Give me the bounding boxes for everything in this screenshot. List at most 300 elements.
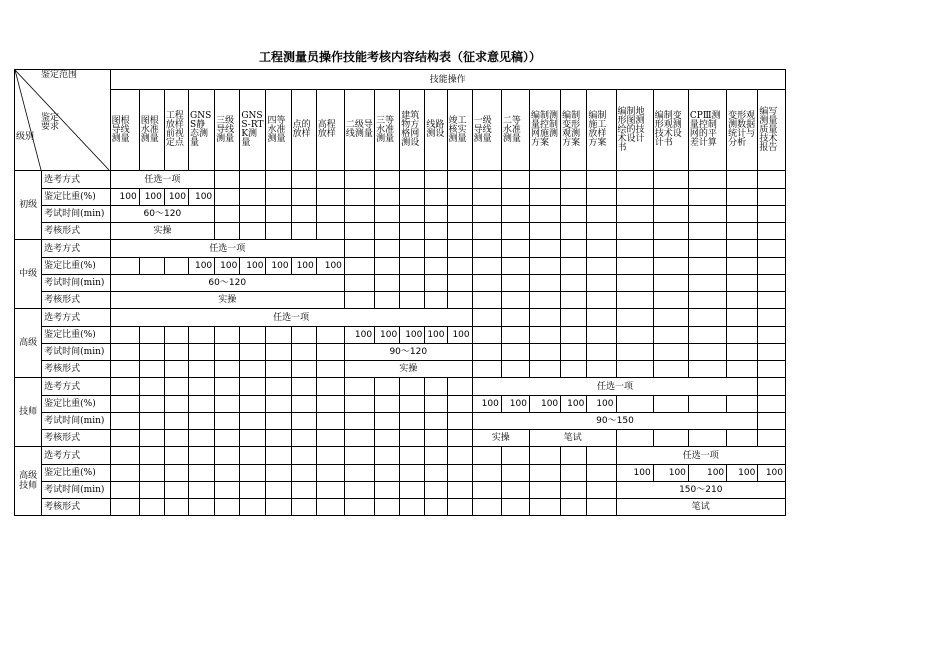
empty-cell [501, 189, 529, 206]
empty-cell [501, 309, 529, 327]
empty-cell [266, 447, 291, 465]
empty-cell [688, 240, 726, 258]
empty-cell [316, 396, 344, 413]
empty-cell [501, 327, 529, 344]
empty-cell [291, 499, 316, 516]
empty-cell [189, 396, 215, 413]
empty-cell [164, 361, 188, 378]
empty-cell [425, 258, 447, 275]
exam-method-cell: 任选一项 [110, 309, 472, 327]
empty-cell [291, 361, 316, 378]
empty-cell [189, 430, 215, 447]
row-label-method: 选考方式 [42, 378, 110, 396]
row-label-method: 选考方式 [42, 447, 110, 465]
weight-value-cell: 100 [375, 327, 400, 344]
empty-cell [472, 206, 501, 223]
exam-form-cell: 笔试 [529, 430, 616, 447]
empty-cell [189, 465, 215, 482]
empty-cell [189, 327, 215, 344]
empty-cell [587, 327, 616, 344]
empty-cell [653, 292, 688, 309]
empty-cell [164, 482, 188, 499]
empty-cell [139, 447, 164, 465]
empty-cell [653, 258, 688, 275]
empty-cell [189, 413, 215, 430]
empty-cell [240, 447, 266, 465]
empty-cell [110, 344, 139, 361]
column-header: 二级导线测量 [344, 90, 374, 171]
empty-cell [316, 344, 344, 361]
empty-cell [758, 240, 786, 258]
empty-cell [110, 327, 139, 344]
empty-cell [240, 361, 266, 378]
column-header: 变形观测数据统计与分析 [727, 90, 758, 171]
empty-cell [400, 430, 425, 447]
empty-cell [501, 344, 529, 361]
empty-cell [375, 396, 400, 413]
empty-cell [529, 309, 560, 327]
empty-cell [344, 171, 374, 189]
empty-cell [400, 482, 425, 499]
corner-header [15, 70, 111, 171]
empty-cell [472, 292, 501, 309]
empty-cell [472, 275, 501, 292]
empty-cell [688, 396, 726, 413]
column-header: 编制测量控制网施测方案 [529, 90, 560, 171]
empty-cell [587, 447, 616, 465]
empty-cell [189, 482, 215, 499]
empty-cell [529, 292, 560, 309]
empty-cell [616, 171, 653, 189]
row-label-weight: 鉴定比重(%) [42, 327, 110, 344]
empty-cell [291, 378, 316, 396]
empty-cell [316, 430, 344, 447]
empty-cell [110, 465, 139, 482]
empty-cell [425, 396, 447, 413]
empty-cell [561, 447, 587, 465]
empty-cell [139, 361, 164, 378]
empty-cell [472, 223, 501, 240]
exam-time-cell: 90～150 [472, 413, 758, 430]
weight-value-cell: 100 [727, 465, 758, 482]
empty-cell [472, 327, 501, 344]
empty-cell [139, 396, 164, 413]
empty-cell [344, 275, 374, 292]
empty-cell [587, 189, 616, 206]
empty-cell [758, 361, 786, 378]
column-header: 编制变形观测方案 [561, 90, 587, 171]
empty-cell [529, 223, 560, 240]
empty-cell [587, 292, 616, 309]
weight-value-cell: 100 [529, 396, 560, 413]
empty-cell [266, 430, 291, 447]
empty-cell [425, 378, 447, 396]
empty-cell [587, 482, 616, 499]
row-label-method: 选考方式 [42, 309, 110, 327]
empty-cell [616, 292, 653, 309]
weight-value-cell: 100 [344, 327, 374, 344]
empty-cell [447, 396, 472, 413]
empty-cell [164, 344, 188, 361]
weight-value-cell: 100 [688, 465, 726, 482]
empty-cell [189, 344, 215, 361]
empty-cell [291, 447, 316, 465]
empty-cell [215, 430, 240, 447]
empty-cell [316, 465, 344, 482]
empty-cell [316, 413, 344, 430]
column-header: 编制变形观测技术设计书 [653, 90, 688, 171]
empty-cell [472, 499, 501, 516]
empty-cell [400, 499, 425, 516]
empty-cell [164, 413, 188, 430]
empty-cell [215, 206, 240, 223]
level-name: 技师 [15, 378, 42, 447]
row-label-method: 选考方式 [42, 240, 110, 258]
empty-cell [425, 292, 447, 309]
weight-value-cell: 100 [400, 327, 425, 344]
empty-cell [316, 361, 344, 378]
empty-cell [400, 447, 425, 465]
empty-cell [447, 206, 472, 223]
empty-cell [727, 361, 758, 378]
empty-cell [375, 499, 400, 516]
exam-form-cell: 笔试 [616, 499, 786, 516]
empty-cell [189, 447, 215, 465]
column-header: 点的放样 [291, 90, 316, 171]
empty-cell [215, 344, 240, 361]
empty-cell [501, 258, 529, 275]
empty-cell [425, 206, 447, 223]
empty-cell [688, 258, 726, 275]
column-header: 竣工核实测量 [447, 90, 472, 171]
empty-cell [110, 413, 139, 430]
empty-cell [447, 240, 472, 258]
empty-cell [561, 275, 587, 292]
empty-cell [400, 171, 425, 189]
empty-cell [501, 206, 529, 223]
empty-cell [561, 361, 587, 378]
empty-cell [164, 327, 188, 344]
exam-method-cell: 任选一项 [616, 447, 786, 465]
exam-form-cell: 实操 [472, 430, 529, 447]
row-label-form: 考核形式 [42, 292, 110, 309]
empty-cell [215, 482, 240, 499]
row-label-form: 考核形式 [42, 499, 110, 516]
empty-cell [758, 206, 786, 223]
empty-cell [561, 171, 587, 189]
empty-cell [616, 206, 653, 223]
empty-cell [425, 499, 447, 516]
empty-cell [447, 258, 472, 275]
empty-cell [587, 361, 616, 378]
empty-cell [501, 499, 529, 516]
empty-cell [447, 465, 472, 482]
empty-cell [758, 327, 786, 344]
empty-cell [472, 465, 501, 482]
empty-cell [447, 292, 472, 309]
weight-value-cell: 100 [291, 258, 316, 275]
empty-cell [616, 275, 653, 292]
empty-cell [727, 206, 758, 223]
empty-cell [529, 499, 560, 516]
empty-cell [425, 413, 447, 430]
empty-cell [653, 361, 688, 378]
empty-cell [316, 482, 344, 499]
empty-cell [189, 361, 215, 378]
empty-cell [240, 206, 266, 223]
empty-cell [316, 327, 344, 344]
empty-cell [758, 309, 786, 327]
column-header: 编制地形图测绘的技术设计书 [616, 90, 653, 171]
empty-cell [688, 171, 726, 189]
empty-cell [587, 171, 616, 189]
empty-cell [215, 223, 240, 240]
empty-cell [653, 206, 688, 223]
empty-cell [215, 378, 240, 396]
empty-cell [529, 482, 560, 499]
empty-cell [110, 430, 139, 447]
row-label-form: 考核形式 [42, 430, 110, 447]
exam-time-cell: 60～120 [110, 275, 344, 292]
exam-time-cell: 90～120 [344, 344, 472, 361]
empty-cell [447, 482, 472, 499]
empty-cell [561, 499, 587, 516]
empty-cell [110, 258, 139, 275]
empty-cell [266, 189, 291, 206]
empty-cell [529, 240, 560, 258]
empty-cell [164, 378, 188, 396]
empty-cell [316, 499, 344, 516]
empty-cell [727, 344, 758, 361]
weight-value-cell: 100 [189, 258, 215, 275]
empty-cell [447, 413, 472, 430]
weight-value-cell: 100 [266, 258, 291, 275]
empty-cell [344, 292, 374, 309]
empty-cell [472, 171, 501, 189]
weight-value-cell: 100 [472, 396, 501, 413]
empty-cell [291, 413, 316, 430]
skill-operation-header: 技能操作 [110, 70, 785, 90]
column-header: 图根导线测量 [110, 90, 139, 171]
corner-level-label: 级别 [16, 132, 35, 142]
empty-cell [616, 361, 653, 378]
empty-cell [291, 223, 316, 240]
empty-cell [110, 378, 139, 396]
empty-cell [139, 327, 164, 344]
weight-value-cell: 100 [561, 396, 587, 413]
empty-cell [688, 361, 726, 378]
empty-cell [727, 309, 758, 327]
empty-cell [529, 327, 560, 344]
empty-cell [215, 327, 240, 344]
column-header: 四等水准测量 [266, 90, 291, 171]
row-label-weight: 鉴定比重(%) [42, 465, 110, 482]
empty-cell [400, 240, 425, 258]
row-label-time: 考试时间(min) [42, 206, 110, 223]
empty-cell [727, 430, 758, 447]
empty-cell [587, 240, 616, 258]
empty-cell [529, 258, 560, 275]
empty-cell [375, 223, 400, 240]
empty-cell [240, 344, 266, 361]
empty-cell [344, 206, 374, 223]
empty-cell [501, 447, 529, 465]
column-header: GNSS静态测量 [189, 90, 215, 171]
empty-cell [375, 430, 400, 447]
empty-cell [758, 344, 786, 361]
empty-cell [375, 413, 400, 430]
empty-cell [688, 430, 726, 447]
empty-cell [447, 447, 472, 465]
empty-cell [653, 171, 688, 189]
empty-cell [240, 413, 266, 430]
empty-cell [266, 413, 291, 430]
empty-cell [240, 482, 266, 499]
empty-cell [587, 465, 616, 482]
empty-cell [758, 275, 786, 292]
level-name: 高级 [15, 309, 42, 378]
empty-cell [240, 327, 266, 344]
empty-cell [215, 361, 240, 378]
empty-cell [688, 206, 726, 223]
empty-cell [375, 292, 400, 309]
empty-cell [727, 171, 758, 189]
empty-cell [266, 499, 291, 516]
empty-cell [164, 465, 188, 482]
row-label-time: 考试时间(min) [42, 413, 110, 430]
empty-cell [110, 396, 139, 413]
empty-cell [215, 189, 240, 206]
column-header: 线路测设 [425, 90, 447, 171]
empty-cell [110, 447, 139, 465]
empty-cell [425, 275, 447, 292]
column-header: 工程放样前视定点 [164, 90, 188, 171]
row-label-time: 考试时间(min) [42, 275, 110, 292]
empty-cell [727, 223, 758, 240]
empty-cell [375, 206, 400, 223]
weight-value-cell: 100 [425, 327, 447, 344]
empty-cell [561, 482, 587, 499]
empty-cell [758, 396, 786, 413]
empty-cell [164, 396, 188, 413]
weight-value-cell: 100 [189, 189, 215, 206]
empty-cell [529, 447, 560, 465]
empty-cell [587, 309, 616, 327]
column-header: 编写测量质量技术报告 [758, 90, 786, 171]
corner-requirement-label-2: 要求 [41, 122, 60, 132]
column-header: 二等水准测量 [501, 90, 529, 171]
row-label-weight: 鉴定比重(%) [42, 189, 110, 206]
empty-cell [529, 361, 560, 378]
empty-cell [240, 378, 266, 396]
exam-form-cell: 实操 [110, 223, 215, 240]
empty-cell [561, 240, 587, 258]
empty-cell [561, 189, 587, 206]
empty-cell [472, 240, 501, 258]
empty-cell [344, 430, 374, 447]
empty-cell [240, 189, 266, 206]
empty-cell [447, 430, 472, 447]
empty-cell [425, 240, 447, 258]
empty-cell [472, 344, 501, 361]
empty-cell [344, 465, 374, 482]
empty-cell [501, 171, 529, 189]
empty-cell [688, 309, 726, 327]
empty-cell [447, 378, 472, 396]
empty-cell [758, 223, 786, 240]
weight-value-cell: 100 [139, 189, 164, 206]
empty-cell [616, 344, 653, 361]
empty-cell [291, 482, 316, 499]
empty-cell [561, 465, 587, 482]
empty-cell [316, 189, 344, 206]
empty-cell [727, 240, 758, 258]
empty-cell [316, 378, 344, 396]
empty-cell [400, 413, 425, 430]
empty-cell [727, 292, 758, 309]
row-label-time: 考试时间(min) [42, 344, 110, 361]
empty-cell [653, 396, 688, 413]
empty-cell [529, 189, 560, 206]
empty-cell [653, 327, 688, 344]
empty-cell [344, 223, 374, 240]
empty-cell [110, 499, 139, 516]
empty-cell [375, 171, 400, 189]
empty-cell [501, 240, 529, 258]
exam-form-cell: 实操 [344, 361, 472, 378]
empty-cell [561, 223, 587, 240]
empty-cell [344, 189, 374, 206]
empty-cell [758, 413, 786, 430]
empty-cell [758, 292, 786, 309]
empty-cell [616, 327, 653, 344]
empty-cell [688, 327, 726, 344]
empty-cell [425, 223, 447, 240]
empty-cell [472, 309, 501, 327]
empty-cell [447, 171, 472, 189]
empty-cell [291, 206, 316, 223]
empty-cell [291, 171, 316, 189]
empty-cell [616, 309, 653, 327]
row-label-form: 考核形式 [42, 223, 110, 240]
empty-cell [375, 189, 400, 206]
empty-cell [266, 361, 291, 378]
column-header: 三等水准测量 [375, 90, 400, 171]
empty-cell [587, 344, 616, 361]
empty-cell [425, 447, 447, 465]
empty-cell [240, 465, 266, 482]
empty-cell [164, 430, 188, 447]
empty-cell [344, 396, 374, 413]
column-header: 编制施工放样方案 [587, 90, 616, 171]
column-header: 图根水准测量 [139, 90, 164, 171]
empty-cell [653, 223, 688, 240]
corner-scope-label: 鉴定范围 [41, 70, 78, 80]
empty-cell [561, 292, 587, 309]
empty-cell [344, 378, 374, 396]
empty-cell [727, 258, 758, 275]
empty-cell [501, 292, 529, 309]
empty-cell [561, 258, 587, 275]
level-name: 中级 [15, 240, 42, 309]
empty-cell [472, 258, 501, 275]
empty-cell [291, 327, 316, 344]
row-label-method: 选考方式 [42, 171, 110, 189]
empty-cell [425, 171, 447, 189]
empty-cell [139, 482, 164, 499]
empty-cell [375, 258, 400, 275]
empty-cell [688, 344, 726, 361]
